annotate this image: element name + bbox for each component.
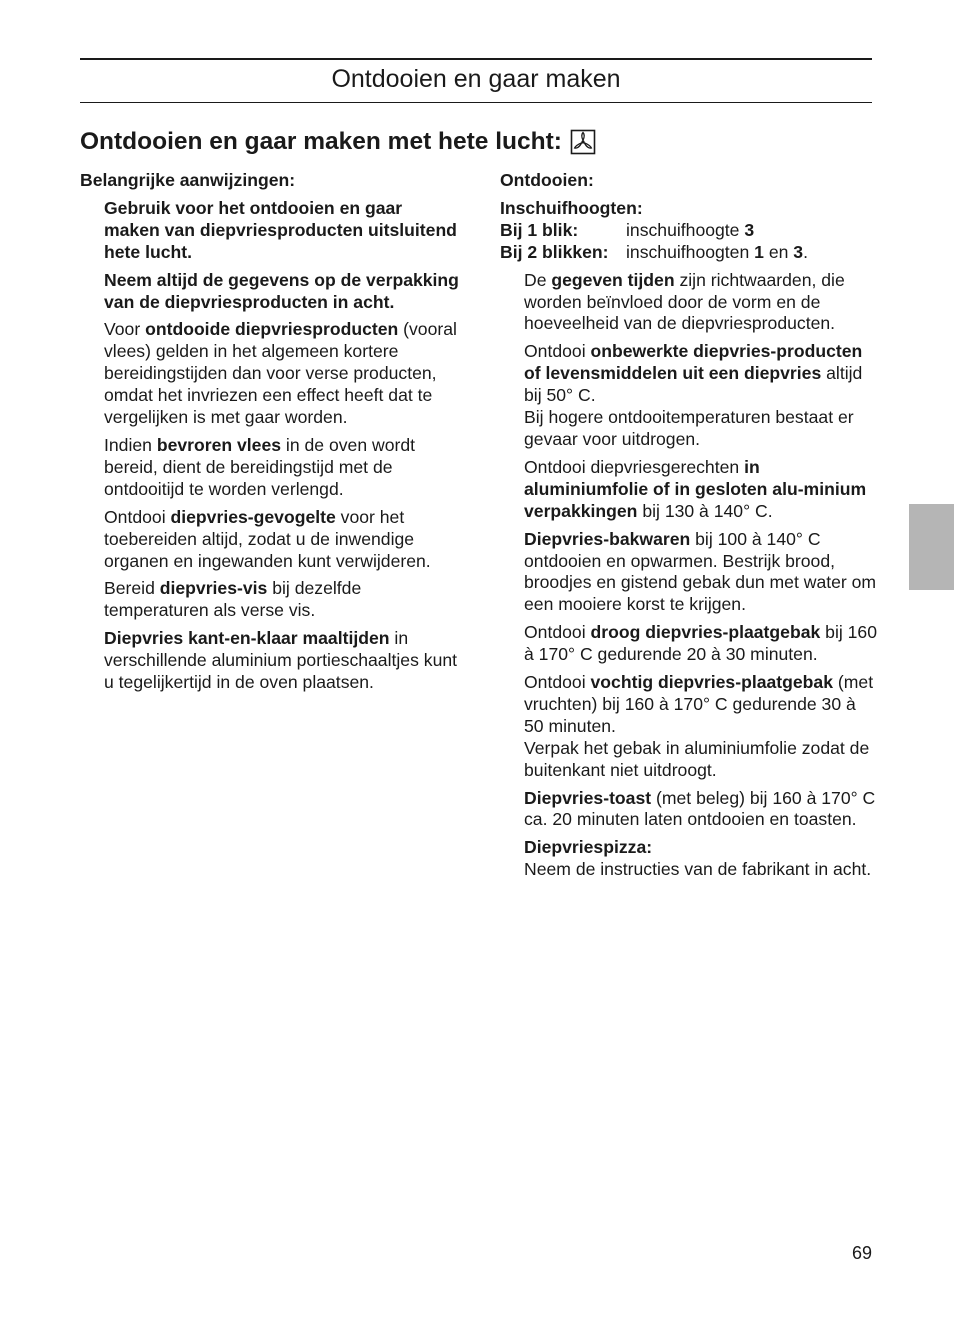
right-column (500, 170, 880, 887)
hot-air-fan-icon (570, 129, 596, 155)
note-ready-meals: Diepvries kant-en-klaar maaltijden in verschillende aluminium portieschaaltjes kunt u tegelijkertijd in de oven plaatsen. (104, 628, 458, 693)
note-moist-sheet-cake: Ontdooi vochtig diepvries-plaatgebak (met vruchten) bij 160 à 170° C gedurende 30 à 50 minuten. Verpak het gebak in aluminiumfolie zodat de buitenkant niet uitdroogt. (524, 672, 874, 780)
shelf-heading: Inschuifhoogten: (500, 197, 643, 218)
note-thawed-products: Voor ontdooide diepvriesproducten (vooral vlees) gelden in het algemeen kortere bereidingstijden dan voor verse producten, omdat het invriezen een effect heeft dat te vergelijken is met gaar worden. (104, 319, 457, 428)
note-frozen-fish: Bereid diepvries-vis bij dezelfde temperaturen als verse vis. (104, 578, 362, 621)
header-rule-bottom (80, 102, 872, 103)
page-number: 69 (851, 1243, 872, 1263)
note-frozen-bakery: Diepvries-bakwaren bij 100 à 140° C ontdooien en opwarmen. Bestrijk brood, broodjes en gistend gebak dun met water om een mooiere korst te krijgen. (524, 528, 877, 615)
header-rule-top (80, 58, 872, 60)
left-column (80, 170, 460, 700)
note-frozen-toast: Diepvries-toast (met beleg) bij 160 à 170° C ca. 20 minuten laten ontdooien en toasten. (524, 787, 876, 830)
note-unprocessed-products: Ontdooi onbewerkte diepvries-producten of levensmiddelen uit een diepvries altijd bij 50° C. Bij hogere ontdooitemperaturen bestaat er gevaar voor uitdrogen. (524, 341, 863, 449)
note-frozen-pizza: Diepvriespizza: Neem de instructies van de fabrikant in acht. (524, 837, 872, 880)
page-header-title: Ontdooien en gaar maken (331, 65, 621, 93)
section-title (80, 124, 596, 160)
chapter-tab-marker (909, 504, 954, 590)
note-frozen-poultry: Ontdooi diepvries-gevogelte voor het toebereiden altijd, zodat u de inwendige organen en ingewanden kunt verwijderen. (104, 506, 431, 571)
note-hot-air-only: Gebruik voor het ontdooien en gaar maken van diepvriesproducten uitsluitend hete lucht. (104, 197, 457, 262)
notes-heading: Belangrijke aanwijzingen: (80, 170, 296, 190)
section-title-text: Ontdooien en gaar maken met hete lucht: (80, 128, 562, 155)
note-dry-sheet-cake: Ontdooi droog diepvries-plaatgebak bij 160 à 170° C gedurende 20 à 30 minuten. (524, 622, 877, 665)
note-packaging: Neem altijd de gegevens op de verpakking van de diepvriesproducten in acht. (104, 269, 459, 312)
note-guide-times: De gegeven tijden zijn richtwaarden, die worden beïnvloed door de vorm en de hoeveelheid van de diepvriesproducten. (524, 269, 845, 334)
shelf-row-1: Bij 1 blik: inschuifhoogte 3 (500, 219, 755, 240)
note-frozen-meat: Indien bevroren vlees in de oven wordt bereid, dient de bereidingstijd met de ontdooitijd te worden verlengd. (104, 434, 416, 499)
note-aluminium-packaging: Ontdooi diepvriesgerechten in aluminiumfolie of in gesloten alu-minium verpakkingen bij 130 à 140° C. (524, 456, 867, 521)
defrost-heading: Ontdooien: (500, 170, 594, 190)
shelf-row-2: Bij 2 blikken: inschuifhoogten 1 en 3. (500, 241, 808, 262)
